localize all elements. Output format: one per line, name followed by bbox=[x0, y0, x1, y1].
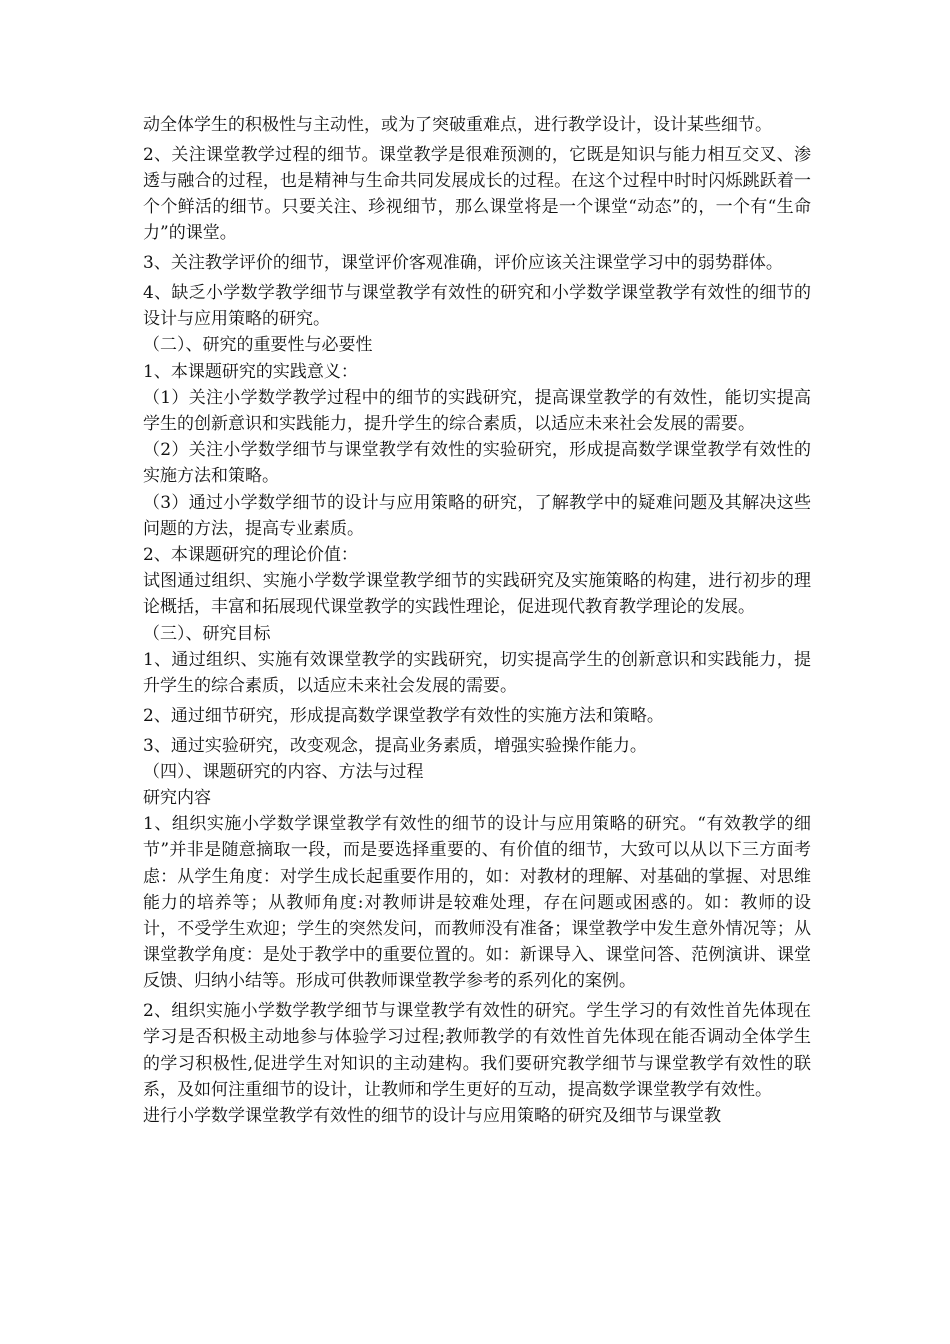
paragraph-item-4: 4、缺乏小学数学教学细节与课堂教学有效性的研究和小学数学课堂教学有效性的细节的设计与应用策略的研究。 bbox=[143, 283, 811, 330]
section-heading-2: （二）、研究的重要性与必要性 bbox=[143, 335, 373, 356]
paragraph-content-1: 1、组织实施小学数学课堂教学有效性的细节的设计与应用策略的研究。“有效教学的细节”并非是随意摘取一段，而是要选择重要的、有价值的细节，大致可以从以下三方面考虑：从学生角度：对学生成长起重要作用的，如：对教材的理解、对基础的掌握、对思维能力的培养等；从教师角度:对教师讲是较难处理，存在问题或困惑的。如：教师的设计，不受学生欢迎；学生的突然发问，而教师没有准备；课堂教学中发生意外情况等；从课堂教学角度：是处于教学中的重要位置的。如：新课导入、课堂问答、范例演讲、课堂反馈、归纳小结等。形成可供教师课堂教学参考的系列化的案例。 bbox=[143, 814, 811, 992]
paragraph-sub-1: （1）关注小学数学教学过程中的细节的实践研究，提高课堂教学的有效性，能切实提高学生的创新意识和实践能力，提升学生的综合素质，以适应未来社会发展的需要。 bbox=[143, 387, 811, 435]
paragraph-content-3: 进行小学数学课堂教学有效性的细节的设计与应用策略的研究及细节与课堂教 bbox=[143, 1106, 721, 1127]
paragraph-content-2: 2、组织实施小学数学教学细节与课堂教学有效性的研究。学生学习的有效性首先体现在学习是否积极主动地参与体验学习过程;教师教学的有效性首先体现在能否调动全体学生的学习积极性,促进学生对知识的主动建构。我们要研究教学细节与课堂教学有效性的联系，及如何注重细节的设计，让教师和学生更好的互动，提高数学课堂教学有效性。 bbox=[143, 1001, 811, 1100]
document-page bbox=[143, 112, 811, 1129]
paragraph-item-2: 2、关注课堂教学过程的细节。课堂教学是很难预测的，它既是知识与能力相互交叉、渗透与融合的过程，也是精神与生命共同发展成长的过程。在这个过程中时时闪烁跳跃着一个个鲜活的细节。只要关注、珍视细节，那么课堂将是一个课堂“动态”的，一个有“生命力”的课堂。 bbox=[143, 144, 811, 244]
paragraph-theoretical-value: 试图通过组织、实施小学数学课堂教学细节的实践研究及实施策略的构建，进行初步的理论概括，丰富和拓展现代课堂教学的实践性理论，促进现代教育教学理论的发展。 bbox=[143, 571, 811, 618]
paragraph-continuation: 动全体学生的积极性与主动性，或为了突破重难点，进行教学设计，设计某些细节。 bbox=[143, 115, 772, 135]
paragraph-goal-2: 2、通过细节研究，形成提高数学课堂教学有效性的实施方法和策略。 bbox=[143, 705, 664, 726]
paragraph-goal-1: 1、通过组织、实施有效课堂教学的实践研究，切实提高学生的创新意识和实践能力，提升学生的综合素质，以适应未来社会发展的需要。 bbox=[143, 649, 811, 697]
paragraph-sub-3: （3）通过小学数学细节的设计与应用策略的研究，了解教学中的疑难问题及其解决这些问题的方法，提高专业素质。 bbox=[143, 492, 811, 539]
section-heading-4: （四）、课题研究的内容、方法与过程 bbox=[143, 761, 424, 782]
subheading-practical-significance: 1、本课题研究的实践意义： bbox=[143, 361, 358, 382]
paragraph-item-3: 3、关注教学评价的细节，课堂评价客观准确，评价应该关注课堂学习中的弱势群体。 bbox=[143, 253, 783, 274]
subheading-research-content: 研究内容 bbox=[143, 788, 211, 809]
paragraph-sub-2: （2）关注小学数学细节与课堂教学有效性的实验研究，形成提高数学课堂教学有效性的实施方法和策略。 bbox=[143, 440, 811, 487]
paragraph-goal-3: 3、通过实验研究，改变观念，提高业务素质，增强实验操作能力。 bbox=[143, 735, 647, 756]
section-heading-3: （三）、研究目标 bbox=[143, 623, 271, 644]
subheading-theoretical-value: 2、本课题研究的理论价值： bbox=[143, 545, 358, 566]
